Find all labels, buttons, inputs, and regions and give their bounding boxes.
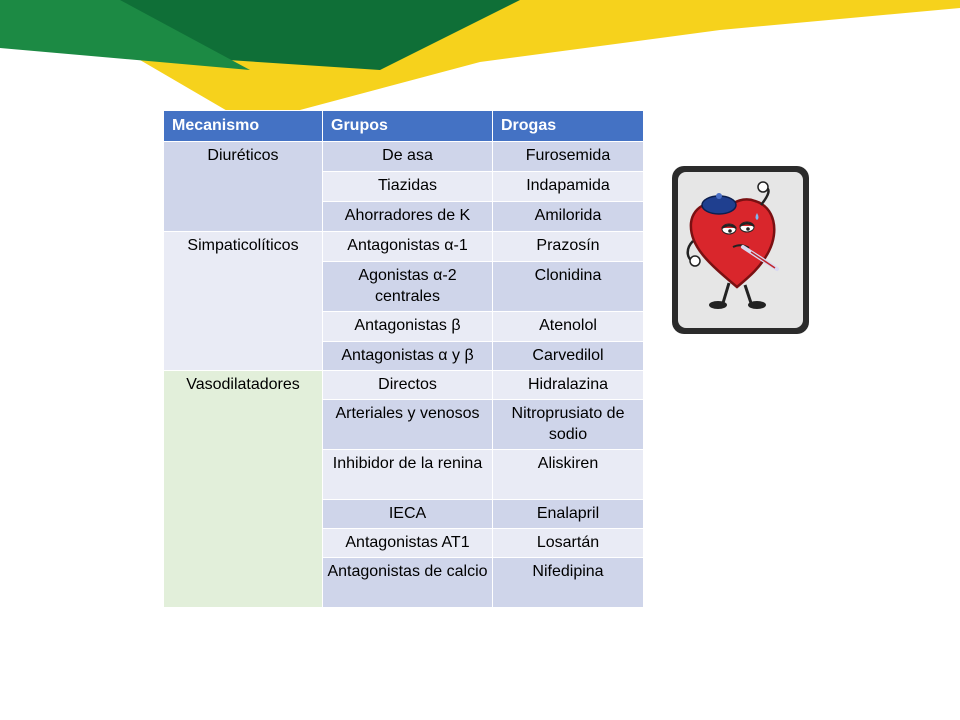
drug-cell: Prazosín [493, 232, 644, 262]
header-grupos: Grupos [323, 111, 493, 142]
group-cell: Arteriales y venosos [323, 400, 493, 450]
drug-cell: Atenolol [493, 312, 644, 342]
drug-cell: Indapamida [493, 172, 644, 202]
group-cell: Antagonistas α-1 [323, 232, 493, 262]
group-cell: De asa [323, 142, 493, 172]
mechanism-cell: Diuréticos [164, 142, 323, 232]
drug-cell: Enalapril [493, 500, 644, 529]
drug-cell: Carvedilol [493, 342, 644, 371]
hand [758, 182, 768, 192]
group-cell: Inhibidor de la renina [323, 450, 493, 500]
ice-pack-cap [716, 193, 722, 199]
drug-cell: Clonidina [493, 262, 644, 312]
drug-cell: Nitroprusiato de sodio [493, 400, 644, 450]
mechanism-cell: Simpaticolíticos [164, 232, 323, 371]
left-hand [690, 256, 700, 266]
sick-heart-icon [671, 165, 810, 335]
right-pupil [746, 227, 750, 231]
table-row [164, 232, 644, 262]
right-shoe [748, 301, 766, 309]
header-drogas: Drogas [493, 111, 644, 142]
group-cell: IECA [323, 500, 493, 529]
table-header-row [164, 111, 644, 142]
drug-cell: Amilorida [493, 202, 644, 232]
group-cell: Agonistas α-2 centrales [323, 262, 493, 312]
group-cell: Antagonistas AT1 [323, 529, 493, 558]
group-cell: Antagonistas de calcio [323, 558, 493, 608]
drug-cell: Hidralazina [493, 371, 644, 400]
group-cell: Directos [323, 371, 493, 400]
mechanism-cell: Vasodilatadores [164, 371, 323, 608]
group-cell: Antagonistas α y β [323, 342, 493, 371]
left-shoe [709, 301, 727, 309]
group-cell: Antagonistas β [323, 312, 493, 342]
group-cell: Ahorradores de K [323, 202, 493, 232]
drug-cell: Aliskiren [493, 450, 644, 500]
left-pupil [728, 229, 732, 233]
drug-cell: Nifedipina [493, 558, 644, 608]
table-row [164, 371, 644, 400]
drug-cell: Losartán [493, 529, 644, 558]
drug-cell: Furosemida [493, 142, 644, 172]
group-cell: Tiazidas [323, 172, 493, 202]
antihypertensive-table [163, 110, 644, 608]
table-row [164, 142, 644, 172]
header-mecanismo: Mecanismo [164, 111, 323, 142]
